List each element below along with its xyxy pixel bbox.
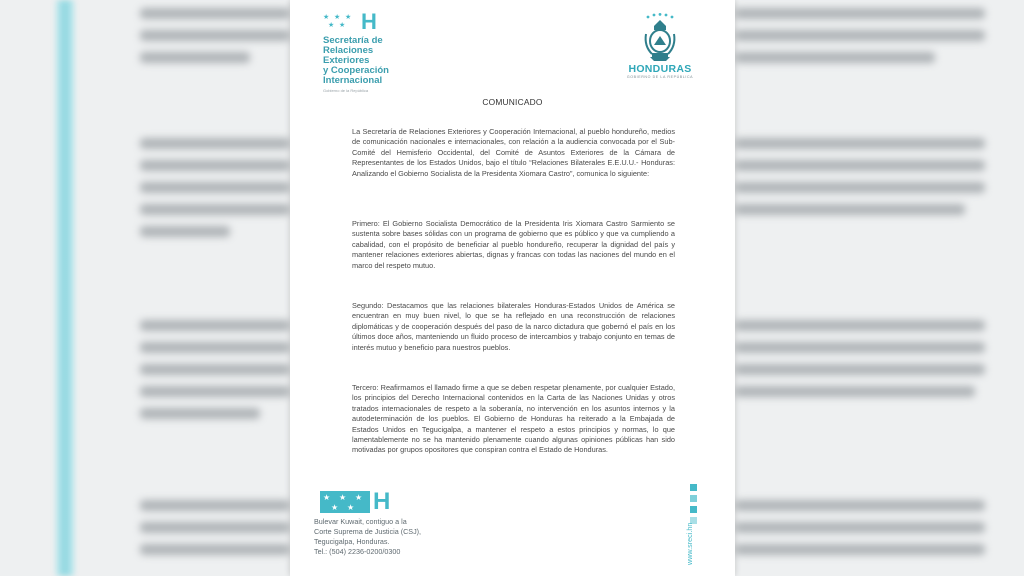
h-logo-icon: H [373,488,391,515]
svg-text:★: ★ [331,503,339,512]
svg-text:★: ★ [347,503,355,512]
square-icon [690,484,697,491]
blurred-background-right [735,0,1024,576]
blurred-text-lines-left [0,0,290,576]
decorative-squares [690,484,698,528]
gov-tagline: Gobierno de la República [323,88,369,93]
sreci-logo [323,9,413,93]
paragraph-primero: Primero: El Gobierno Socialista Democrático de la Presidenta Iris Xiomara Castro Sarmiento se sustenta sobre bases sólidas con un programa de gobierno que es público y que va cumpliendo a cabalidad, con el propósito de beneficiar al pueblo hondureño, recuperar la dignidad del país y mantener relaciones exteriores abiertas, dignas y francas con todas las naciones del mundo en el marco del respeto mutuo. [352,219,675,270]
stars-icon: ★ ★ ★ ★ ★ [323,14,352,29]
footer-logo [320,488,391,515]
paragraph-intro: La Secretaría de Relaciones Exteriores y Cooperación Internacional, al pueblo hondureño, medios de comunicación nacionales e internacionales, con relación a la audiencia convocada por el Sub-Comité del Hemisferio Occidental, del Comité de Asuntos Exteriores de la Cámara de Representantes de los Estados Unidos, bajo el título “Relaciones Bilaterales E.E.U.U.- Honduras: Analizando el Gobierno Socialista de la Presidenta Xiomara Castro”, comunica lo siguiente: [352,127,675,178]
document-page [290,0,735,576]
paragraph-tercero: Tercero: Reafirmamos el llamado firme a que se deben respetar plenamente, por cualquier Estado, los principios del Derecho Internacional contenidos en la Carta de las Naciones Unidas y otros tratados internacionales de respeto a la soberanía, no intervención en los asuntos internos y la autodeterminación de los pueblos. El Gobierno de Honduras ha reiterado a la Embajada de Estados Unidos en Tegucigalpa, a mantener el respeto a estos principios y normas, lo que lamentablemente no se ha mantenido plenamente cuando algunas opiniones públicas han sido motivadas por grupos opositores que conspiran contra el Estado de Honduras. [352,383,675,455]
org-name: Secretaría de Relaciones Exteriores y Cooperación Internacional [323,35,389,86]
svg-text:★: ★ [323,493,331,502]
svg-text:★: ★ [339,493,347,502]
footer-address: Bulevar Kuwait, contiguo a la Corte Suprema de Justicia (CSJ), Tegucigalpa, Honduras. Tel.: (504) 2236-0200/0300 [314,517,422,556]
square-icon [690,495,697,502]
stars-icon [320,491,370,513]
coat-of-arms-icon [640,12,680,62]
blurred-text-lines-right [735,0,1024,576]
country-name: HONDURAS [628,63,692,75]
square-icon [690,506,697,513]
svg-text:★: ★ [355,493,363,502]
document-title: COMUNICADO [482,97,543,107]
blurred-background-left [0,0,290,576]
website-link[interactable]: www.sreci.hn [685,522,694,565]
h-logo-icon: H [361,9,377,34]
country-subtitle: GOBIERNO DE LA REPÚBLICA [626,75,694,79]
paragraph-segundo: Segundo: Destacamos que las relaciones bilaterales Honduras-Estados Unidos de América se encuentran en muy buen nivel, lo que se ha reflejado en una reconstrucción de relaciones diplomáticas y de cooperación después del paso de la narco dictadura que gobernó el país en los últimos doce años, manteniendo un fluido proceso de intercambios y trabajo conjunto en temas de interés mutuo y beneficio para nuestros pueblos. [352,301,675,352]
honduras-seal-logo [615,12,705,79]
